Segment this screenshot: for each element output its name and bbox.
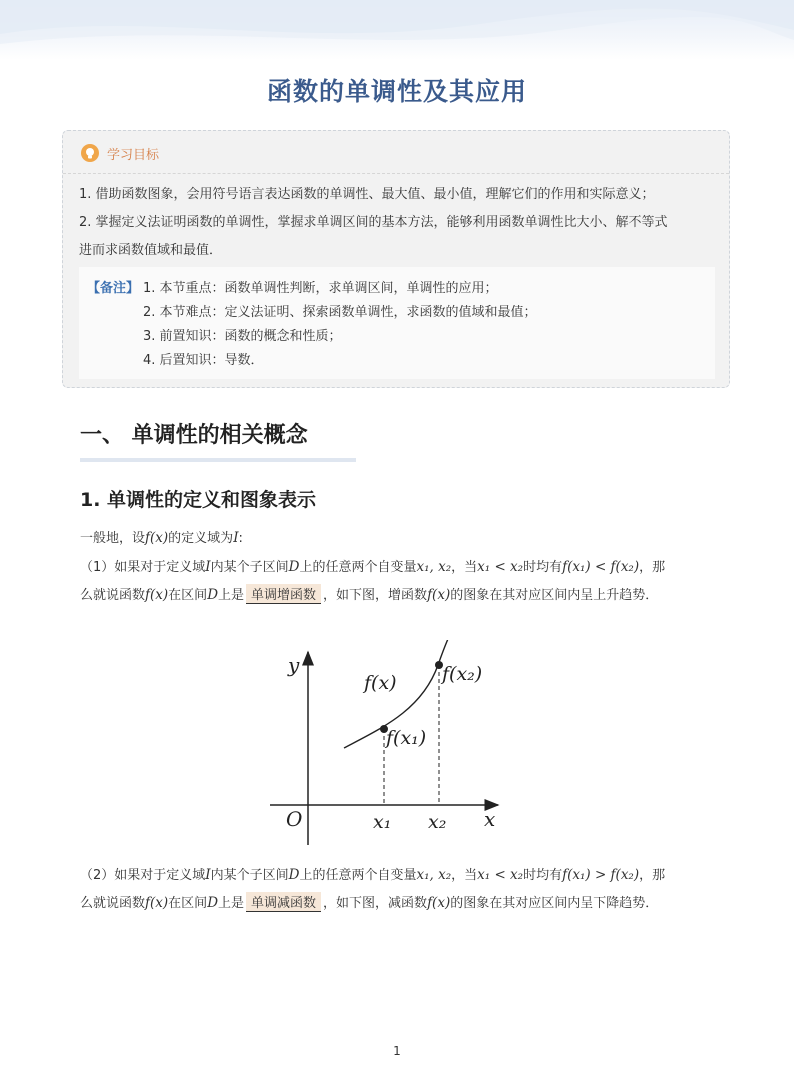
text: ，当 (451, 868, 478, 883)
fill-blank-answer: 单调增函数 (246, 584, 321, 604)
math-I: I (205, 867, 211, 883)
text: 上的任意两个自变量 (299, 868, 417, 883)
remark-box (79, 267, 715, 379)
math-condition: x₁ < x₂ (477, 867, 524, 883)
text: 在区间 (168, 588, 208, 603)
x-label: x (484, 807, 496, 831)
definition-increasing-line-2 (80, 584, 658, 604)
point-2-label: f(x₂) (442, 663, 483, 685)
text: 时均有 (523, 868, 563, 883)
text: 么就说函数 (80, 896, 146, 911)
goals-title: 学习目标 (107, 148, 160, 163)
remark-line-2: 2. 本节难点：定义法证明、探索函数单调性，求函数的值域和最值； (143, 305, 537, 320)
math-vars: x₁, x₂ (416, 867, 452, 883)
math-I: I (205, 559, 211, 575)
text: （2）如果对于定义域 (80, 868, 206, 883)
math-D: D (207, 895, 219, 911)
definition-decreasing-line-1 (80, 864, 665, 883)
header-decoration (0, 0, 794, 60)
y-label: y (288, 653, 300, 677)
goals-header (63, 131, 729, 174)
increasing-function-graph (262, 640, 512, 850)
x1-tick-label: x₁ (373, 811, 392, 833)
text: ，那 (639, 560, 666, 575)
text: 的图象在其对应区间内呈下降趋势． (450, 896, 659, 911)
origin-label: O (286, 807, 303, 831)
text: : (238, 531, 243, 546)
math-fx: f(x) (145, 895, 169, 911)
text: （1）如果对于定义域 (80, 560, 206, 575)
goal-line-3: 进而求函数值域和最值． (79, 243, 223, 258)
math-fx: f(x) (145, 530, 169, 546)
page-number: 1 (393, 1044, 401, 1058)
remark-line-1: 1. 本节重点：函数单调性判断，求单调区间，单调性的应用； (143, 281, 498, 296)
x2-tick-label: x₂ (428, 811, 447, 833)
text: 的定义域为 (168, 531, 234, 546)
text: 在区间 (168, 896, 208, 911)
text: 内某个子区间 (210, 868, 289, 883)
text: 内某个子区间 (210, 560, 289, 575)
intro-paragraph (80, 527, 243, 546)
math-D: D (207, 587, 219, 603)
math-fx: f(x) (427, 587, 451, 603)
math-fx: f(x) (427, 895, 451, 911)
text: 上是 (218, 588, 245, 603)
text: 上是 (218, 896, 245, 911)
remark-line-4: 4. 后置知识：导数． (143, 353, 264, 368)
definition-increasing-line-1 (80, 556, 665, 575)
fill-blank-answer: 单调减函数 (246, 892, 321, 912)
text: 的图象在其对应区间内呈上升趋势． (450, 588, 659, 603)
text: ，当 (451, 560, 478, 575)
goal-line-1: 1. 借助函数图象，会用符号语言表达函数的单调性、最大值、最小值，理解它们的作用和实际意义； (79, 187, 655, 202)
math-condition: x₁ < x₂ (477, 559, 524, 575)
text: 一般地，设 (80, 531, 146, 546)
math-I: I (233, 530, 239, 546)
math-inequality: f(x₁) < f(x₂) (562, 559, 640, 575)
text: ，如下图，减函数 (323, 896, 428, 911)
math-D: D (288, 867, 300, 883)
text: 上的任意两个自变量 (299, 560, 417, 575)
definition-decreasing-line-2 (80, 892, 658, 912)
text: 时均有 (523, 560, 563, 575)
learning-goals-box (62, 130, 730, 388)
remark-tag: 【备注】 (87, 281, 140, 296)
section-heading-underline (80, 458, 356, 462)
point-1-label: f(x₁) (386, 727, 427, 749)
subsection-heading: 1. 单调性的定义和图象表示 (80, 489, 317, 511)
curve-label: f(x) (364, 672, 397, 694)
text: ，那 (639, 868, 666, 883)
text: 么就说函数 (80, 588, 146, 603)
text: ，如下图，增函数 (323, 588, 428, 603)
lightbulb-icon (81, 144, 99, 162)
goal-line-2: 2. 掌握定义法证明函数的单调性，掌握求单调区间的基本方法，能够利用函数单调性比大小、解不等式 (79, 215, 668, 230)
math-vars: x₁, x₂ (416, 559, 452, 575)
math-fx: f(x) (145, 587, 169, 603)
remark-line-3: 3. 前置知识：函数的概念和性质； (143, 329, 342, 344)
page-title: 函数的单调性及其应用 (266, 77, 527, 106)
section-heading: 一、 单调性的相关概念 (80, 423, 308, 448)
math-inequality: f(x₁) > f(x₂) (562, 867, 640, 883)
math-D: D (288, 559, 300, 575)
wave-decoration (0, 0, 794, 60)
